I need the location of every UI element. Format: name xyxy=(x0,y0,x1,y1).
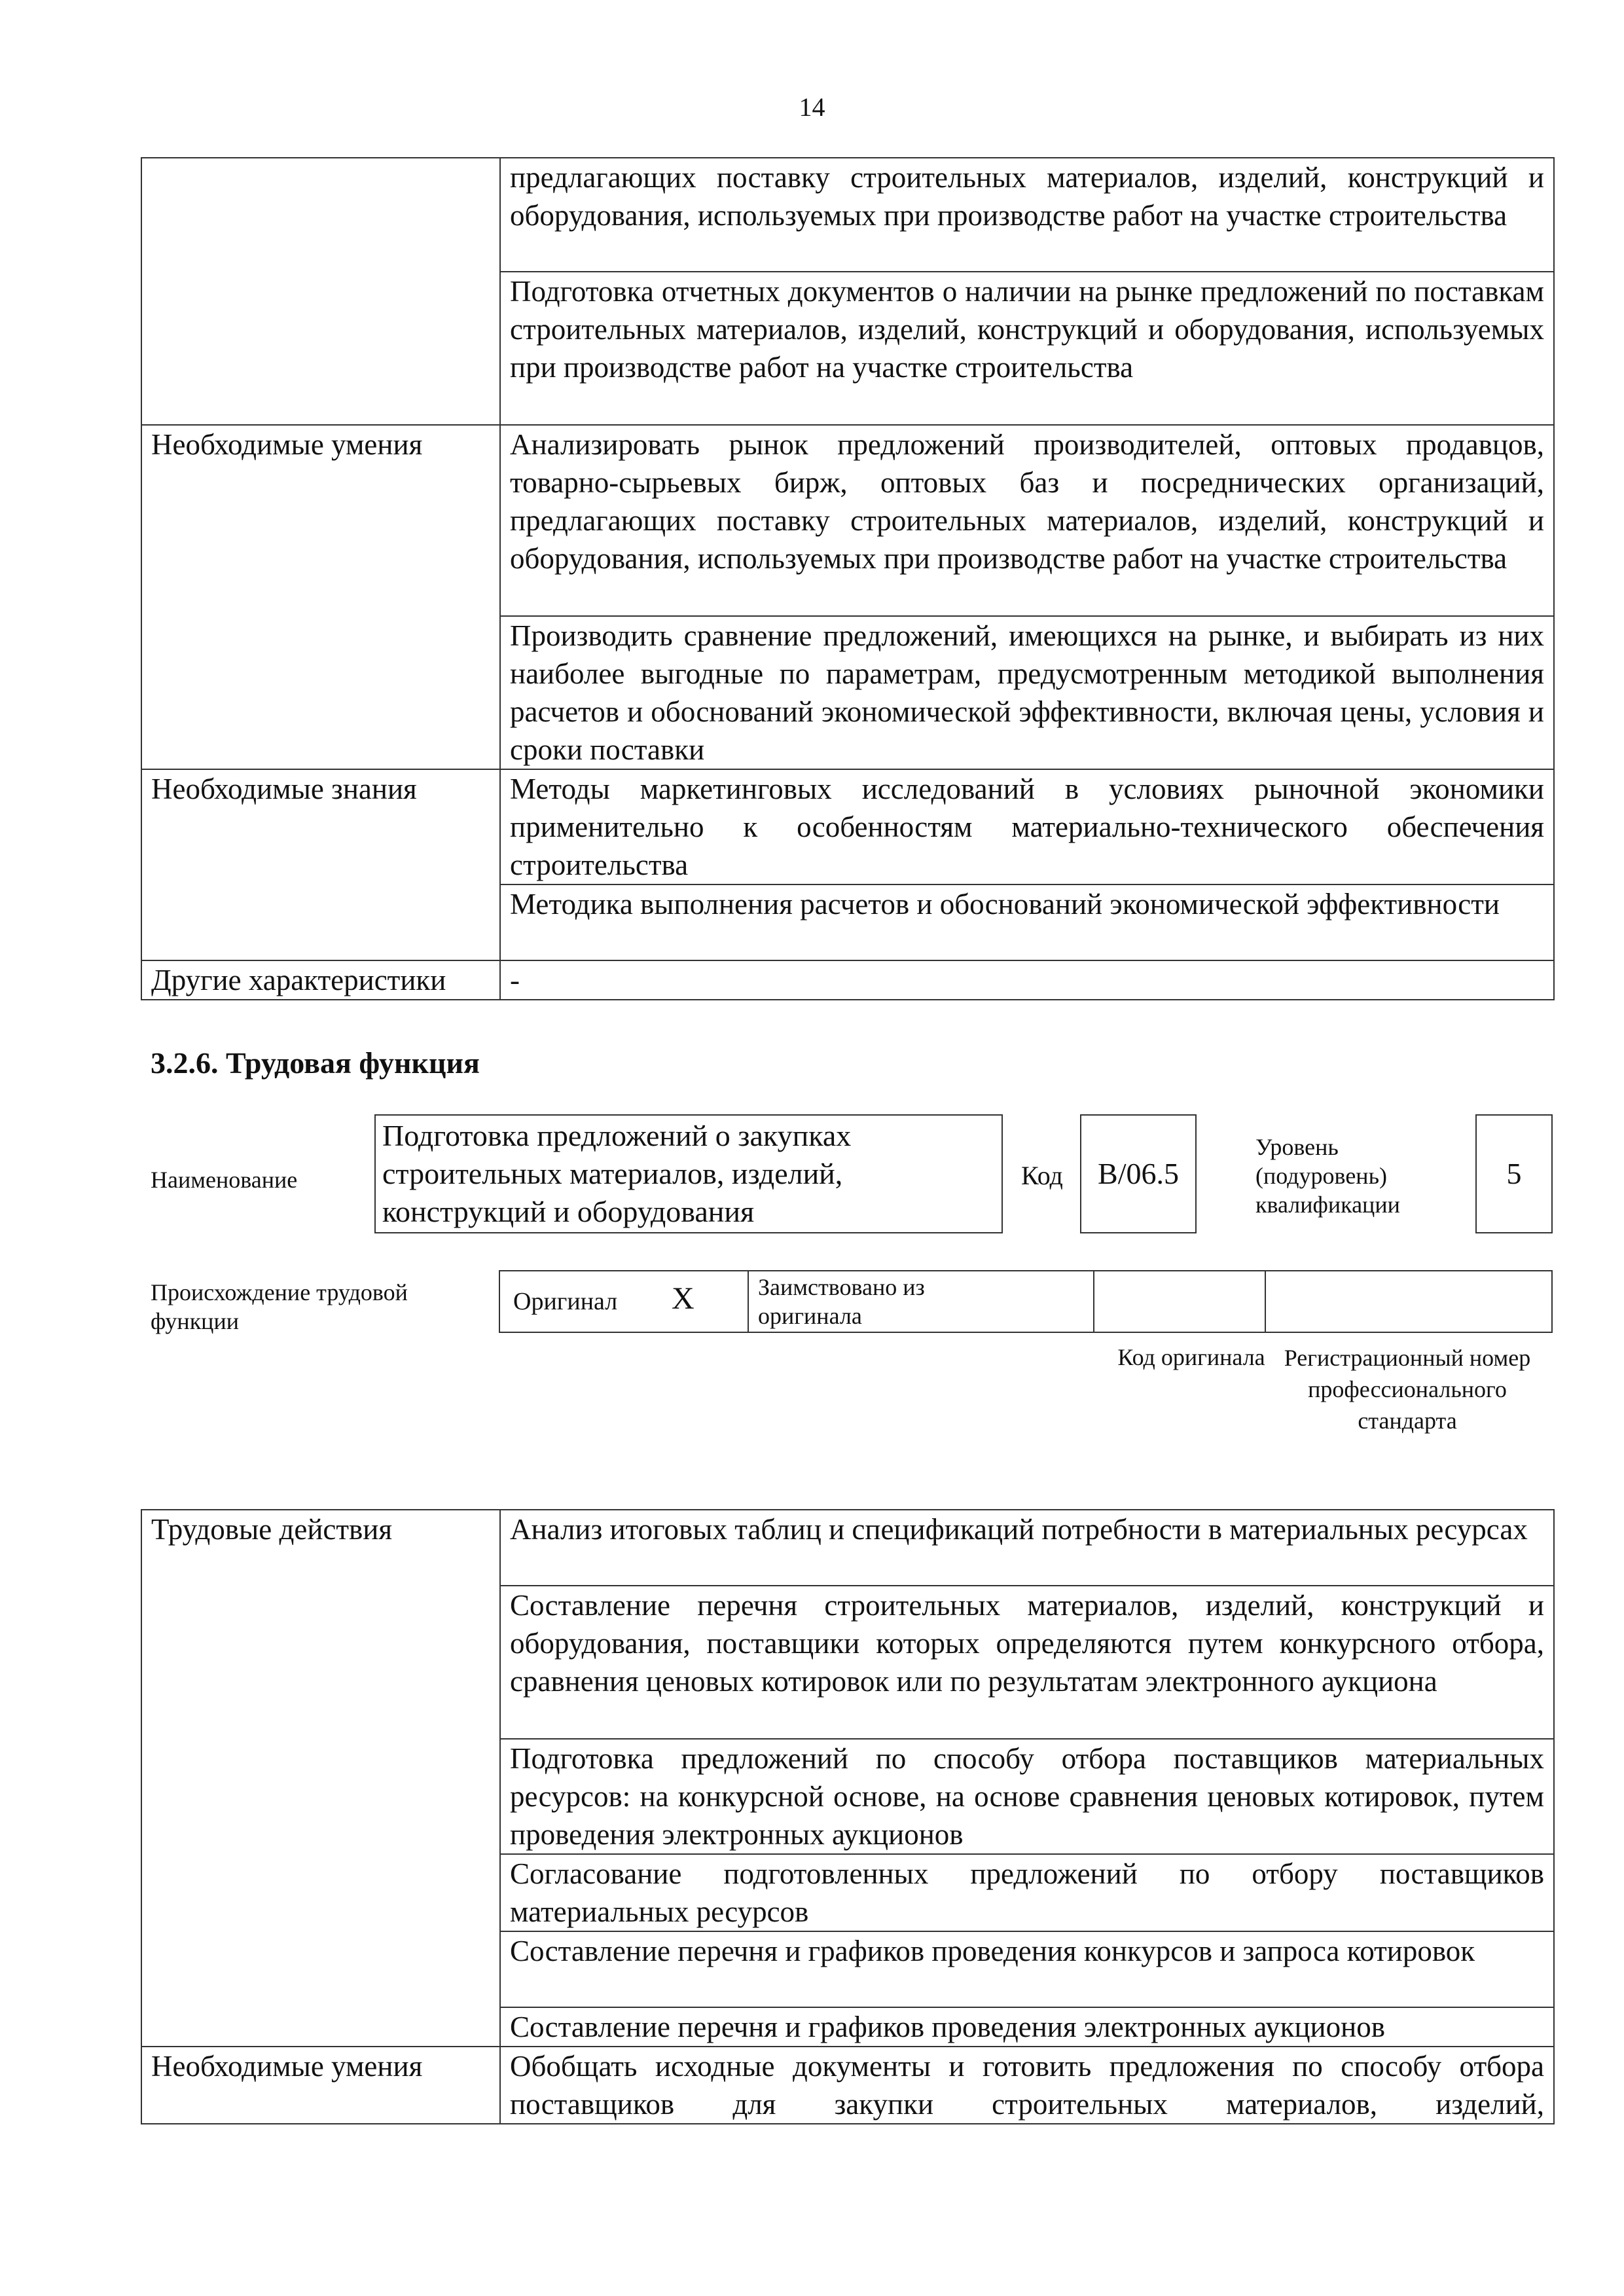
table-row xyxy=(141,1931,1554,2007)
table-row xyxy=(141,158,1554,272)
original-mark: X xyxy=(672,1281,695,1316)
row-text: Согласование подготовленных предложений по отбору поставщиков материальных ресурсов xyxy=(500,1854,1554,1931)
name-label: Наименование xyxy=(151,1167,298,1193)
origin-row xyxy=(499,1270,1553,1333)
level-box: 5 xyxy=(1475,1114,1553,1233)
requirements-table-top xyxy=(141,157,1555,1000)
table-row xyxy=(141,1854,1554,1931)
borrowed-label: Заимствовано из оригинала xyxy=(758,1274,925,1329)
table-row xyxy=(141,960,1554,1000)
code-label: Код xyxy=(1021,1161,1063,1190)
row-label xyxy=(141,1854,500,1931)
row-label xyxy=(141,616,500,769)
row-label xyxy=(141,2007,500,2047)
row-label: Необходимые умения xyxy=(141,425,500,616)
row-text: Составление перечня и графиков проведения конкурсов и запроса котировок xyxy=(500,1931,1554,2007)
row-text: Методика выполнения расчетов и обоснований экономической эффективности xyxy=(500,884,1554,960)
table-row xyxy=(141,2047,1554,2124)
table-row xyxy=(141,769,1554,884)
section-heading: 3.2.6. Трудовая функция xyxy=(151,1046,480,1080)
row-text: Обобщать исходные документы и готовить предложения по способу отбора поставщиков для закупки строительных материалов, изделий, xyxy=(500,2047,1554,2124)
row-label: Необходимые знания xyxy=(141,769,500,884)
code-original-caption: Код оригинала xyxy=(1117,1344,1265,1370)
page-number: 14 xyxy=(799,92,825,122)
row-label xyxy=(141,272,500,425)
table-row xyxy=(141,425,1554,616)
original-cell xyxy=(499,1270,749,1333)
row-text: Составление перечня строительных материалов, изделий, конструкций и оборудования, поставщики которых определяются путем конкурсного отбора, сравнения ценовых котировок или по результатам электронного аукциона xyxy=(500,1586,1554,1739)
row-text: Подготовка отчетных документов о наличии на рынке предложений по поставкам строительных материалов, изделий, конструкций и оборудования, используемых при производстве работ на участке строительства xyxy=(500,272,1554,425)
table-row xyxy=(141,272,1554,425)
row-label: Трудовые действия xyxy=(141,1510,500,1586)
table-row xyxy=(141,1510,1554,1586)
row-label: Другие характеристики xyxy=(141,960,500,1000)
row-text: Анализ итоговых таблиц и спецификаций потребности в материальных ресурсах xyxy=(500,1510,1554,1586)
original-label: Оригинал xyxy=(513,1288,618,1315)
row-label xyxy=(141,884,500,960)
row-text: предлагающих поставку строительных материалов, изделий, конструкций и оборудования, используемых при производстве работ на участке строительства xyxy=(500,158,1554,272)
row-text: Производить сравнение предложений, имеющихся на рынке, и выбирать из них наиболее выгодные по параметрам, предусмотренным методикой выполнения расчетов и обоснований экономической эффективности, включая цены, условия и сроки поставки xyxy=(500,616,1554,769)
level-label: Уровень (подуровень) квалификации xyxy=(1255,1134,1400,1218)
row-text: Составление перечня и графиков проведения электронных аукционов xyxy=(500,2007,1554,2047)
row-text: - xyxy=(500,960,1554,1000)
row-text: Анализировать рынок предложений производителей, оптовых продавцов, товарно-сырьевых бирж, оптовых баз и посреднических организаций, предлагающих поставку строительных материалов, изделий, конструкций и оборудования, используемых при производстве работ на участке строительства xyxy=(500,425,1554,616)
table-row xyxy=(141,1739,1554,1854)
table-row xyxy=(141,616,1554,769)
borrowed-cell xyxy=(748,1270,1094,1333)
table-row xyxy=(141,884,1554,960)
code-original-cell xyxy=(1093,1270,1266,1333)
row-label xyxy=(141,1931,500,2007)
row-text: Методы маркетинговых исследований в условиях рыночной экономики применительно к особенностям материально-технического обеспечения строительства xyxy=(500,769,1554,884)
origin-label: Происхождение трудовой функции xyxy=(151,1279,408,1334)
reg-number-caption: Регистрационный номер профессионального стандарта xyxy=(1284,1345,1531,1434)
row-label xyxy=(141,158,500,272)
table-row xyxy=(141,1586,1554,1739)
function-name-box: Подготовка предложений о закупках строительных материалов, изделий, конструкций и оборудования xyxy=(374,1114,1003,1233)
row-text: Подготовка предложений по способу отбора поставщиков материальных ресурсов: на конкурсной основе, на основе сравнения ценовых котировок, путем проведения электронных аукционов xyxy=(500,1739,1554,1854)
code-box: B/06.5 xyxy=(1080,1114,1197,1233)
table-row xyxy=(141,2007,1554,2047)
row-label: Необходимые умения xyxy=(141,2047,500,2124)
row-label xyxy=(141,1586,500,1739)
row-label xyxy=(141,1739,500,1854)
requirements-table-bottom xyxy=(141,1509,1555,2124)
reg-number-cell xyxy=(1265,1270,1553,1333)
